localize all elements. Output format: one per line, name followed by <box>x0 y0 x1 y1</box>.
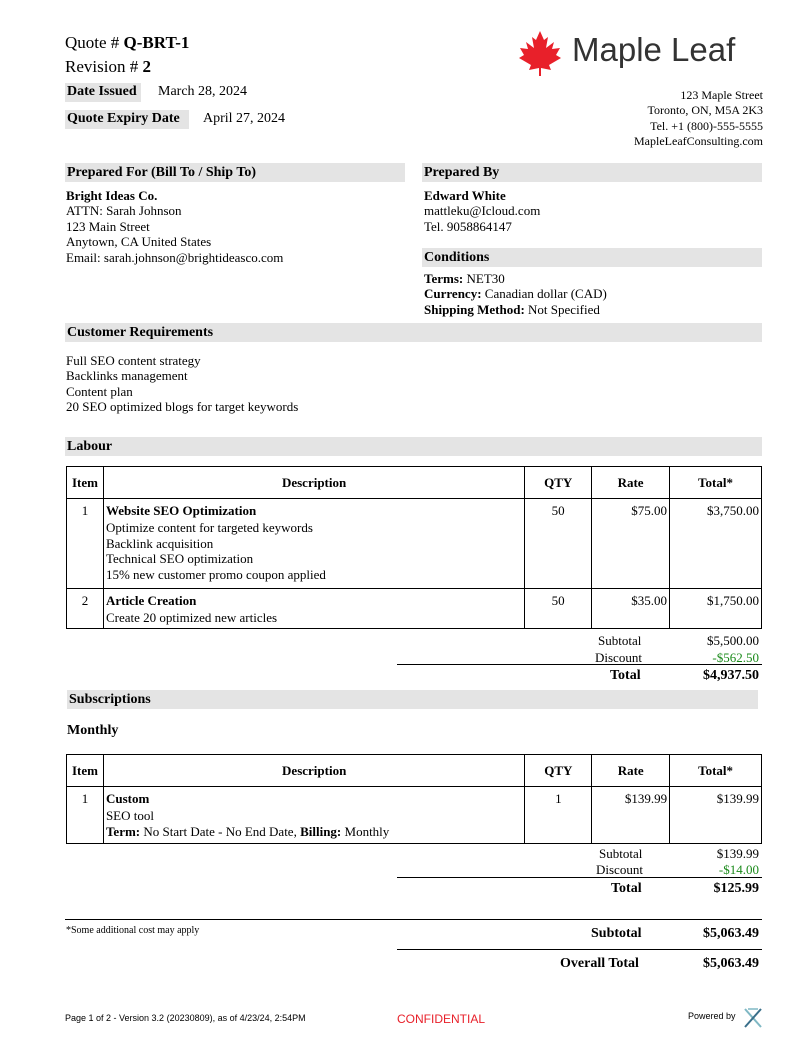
additional-cost-note: *Some additional cost may apply <box>66 925 200 936</box>
table-header-row: Item Description QTY Rate Total* <box>67 467 762 499</box>
list-item: Backlinks management <box>66 368 188 384</box>
powered-by-label: Powered by <box>688 1011 736 1021</box>
labour-heading: Labour <box>65 437 762 456</box>
confidential-label: CONFIDENTIAL <box>397 1012 486 1026</box>
table-row: 2 Article Creation Create 20 optimized new articles 50 $35.00 $1,750.00 <box>67 589 762 629</box>
maple-leaf-icon <box>516 29 564 77</box>
summary-subtotal-label: Subtotal <box>591 926 642 941</box>
labour-discount-value: -$562.50 <box>712 650 759 665</box>
preparer-email[interactable]: mattleku@Icloud.com <box>424 203 541 219</box>
subscription-subtotal-label: Subtotal <box>599 846 643 861</box>
company-address: 123 Maple Street Toronto, ON, M5A 2K3 Tel. +1 (800)-555-5555 MapleLeafConsulting.com <box>634 88 763 149</box>
list-item: Content plan <box>66 383 133 399</box>
powered-by-logo-icon <box>743 1007 763 1029</box>
summary-subtotal-value: $5,063.49 <box>703 926 759 941</box>
brand-name: Maple Leaf <box>572 31 736 68</box>
prepared-by-details: Edward White mattleku@Icloud.com Tel. 9058864147 <box>424 188 541 234</box>
customer-email[interactable]: Email: sarah.johnson@brightideasco.com <box>66 249 284 265</box>
table-row: 1 Custom SEO tool Term: No Start Date - No End Date, Billing: Monthly 1 $139.99 $139.99 <box>67 787 762 844</box>
subscription-subtotal-value: $139.99 <box>716 846 759 861</box>
labour-total-label: Total <box>610 668 641 683</box>
divider <box>397 949 762 950</box>
divider <box>397 664 762 665</box>
company-website[interactable]: MapleLeafConsulting.com <box>634 134 763 149</box>
expiry-value: April 27, 2024 <box>203 111 286 126</box>
labour-discount-label: Discount <box>595 650 642 665</box>
quote-number: Quote # Q-BRT-1 <box>65 33 190 52</box>
list-item: 20 SEO optimized blogs for target keywords <box>66 399 299 415</box>
labour-subtotal-label: Subtotal <box>598 633 642 648</box>
overall-total-value: $5,063.49 <box>703 956 759 971</box>
subscriptions-table <box>66 754 762 844</box>
date-issued-value: March 28, 2024 <box>158 84 248 99</box>
labour-table <box>66 466 762 629</box>
labour-total-value: $4,937.50 <box>703 668 759 683</box>
subscription-period: Monthly <box>67 723 119 738</box>
conditions-details: Terms: NET30 Currency: Canadian dollar (CAD) Shipping Method: Not Specified <box>424 271 607 317</box>
prepared-by-heading: Prepared By <box>422 163 762 182</box>
subscription-discount-label: Discount <box>596 862 643 877</box>
expiry-label: Quote Expiry Date <box>67 111 180 126</box>
subscription-total-label: Total <box>611 881 642 896</box>
prepared-for-details: Bright Ideas Co. ATTN: Sarah Johnson 123 Main Street Anytown, CA United States Email: sarah.johnson@brightideasco.com <box>66 188 284 265</box>
divider <box>65 919 762 920</box>
subscriptions-heading: Subscriptions <box>67 690 758 709</box>
subscription-total-value: $125.99 <box>713 881 759 896</box>
requirements-heading: Customer Requirements <box>65 323 762 342</box>
labour-subtotal-value: $5,500.00 <box>707 633 759 648</box>
page-info: Page 1 of 2 - Version 3.2 (20230809), as of 4/23/24, 2:54PM <box>65 1013 306 1023</box>
requirements-list <box>66 353 298 415</box>
revision-number: Revision # 2 <box>65 57 151 76</box>
prepared-for-heading: Prepared For (Bill To / Ship To) <box>65 163 405 182</box>
date-issued-label: Date Issued <box>67 84 137 99</box>
list-item: Full SEO content strategy <box>66 353 201 368</box>
conditions-heading: Conditions <box>422 248 762 267</box>
overall-total-label: Overall Total <box>560 956 639 971</box>
table-row: 1 Website SEO Optimization Optimize content for targeted keywords Backlink acquisition Technical SEO optimization 15% new customer promo coupon applied 50 $75.00 $3,750.00 <box>67 499 762 589</box>
divider <box>397 877 762 878</box>
table-header-row: Item Description QTY Rate Total* <box>67 755 762 787</box>
subscription-discount-value: -$14.00 <box>718 862 759 877</box>
